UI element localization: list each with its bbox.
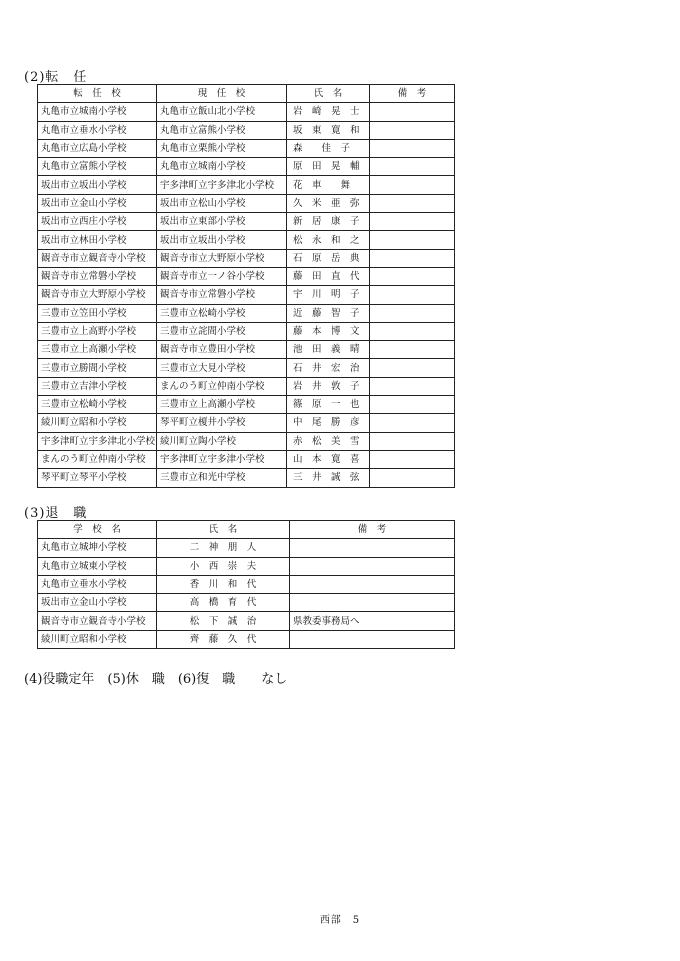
header-remarks: 備 考 bbox=[290, 521, 455, 539]
transfer-from-school: 三豊市立松崎小学校 bbox=[38, 396, 157, 414]
transfer-remarks bbox=[370, 450, 455, 468]
table-row bbox=[38, 139, 455, 157]
teacher-name: 松 永 和 之 bbox=[287, 231, 370, 249]
retire-remarks bbox=[290, 630, 455, 648]
transfer-from-school: 三豊市立笠田小学校 bbox=[38, 304, 157, 322]
transfer-remarks bbox=[370, 432, 455, 450]
transfer-section-title: (2)転 任 bbox=[24, 70, 88, 85]
transfer-to-school: 観音寺市立豊田小学校 bbox=[157, 341, 287, 359]
header-transfer-school: 転 任 校 bbox=[38, 85, 157, 103]
transfer-remarks bbox=[370, 139, 455, 157]
transfer-remarks bbox=[370, 176, 455, 194]
page-number: 西部 5 bbox=[319, 915, 361, 926]
transfer-to-school: 三豊市立松崎小学校 bbox=[157, 304, 287, 322]
transfer-from-school: 三豊市立吉津小学校 bbox=[38, 377, 157, 395]
teacher-name: 原 田 晃 輔 bbox=[287, 158, 370, 176]
table-row bbox=[38, 249, 455, 267]
teacher-name: 池 田 義 晴 bbox=[287, 341, 370, 359]
teacher-name: 赤 松 美 雪 bbox=[287, 432, 370, 450]
teacher-name: 三 井 誠 弦 bbox=[287, 469, 370, 487]
retire-remarks bbox=[290, 575, 455, 593]
transfer-header-row bbox=[38, 85, 455, 103]
retirement-table bbox=[37, 520, 455, 649]
transfer-remarks bbox=[370, 213, 455, 231]
transfer-from-school: 三豊市立勝間小学校 bbox=[38, 359, 157, 377]
retirement-header-row bbox=[38, 521, 455, 539]
retire-school: 綾川町立昭和小学校 bbox=[38, 630, 157, 648]
transfer-remarks bbox=[370, 249, 455, 267]
table-row bbox=[38, 557, 455, 575]
table-row bbox=[38, 432, 455, 450]
table-row bbox=[38, 231, 455, 249]
header-remarks: 備 考 bbox=[370, 85, 455, 103]
header-name: 氏 名 bbox=[287, 85, 370, 103]
teacher-name: 山 本 寛 喜 bbox=[287, 450, 370, 468]
table-row bbox=[38, 176, 455, 194]
transfer-remarks bbox=[370, 359, 455, 377]
transfer-from-school: 観音寺市立観音寺小学校 bbox=[38, 249, 157, 267]
retire-school: 坂出市立金山小学校 bbox=[38, 594, 157, 612]
table-row bbox=[38, 377, 455, 395]
table-row bbox=[38, 575, 455, 593]
transfer-from-school: 坂出市立林田小学校 bbox=[38, 231, 157, 249]
table-row bbox=[38, 612, 455, 630]
teacher-name: 新 居 康 子 bbox=[287, 213, 370, 231]
transfer-remarks bbox=[370, 322, 455, 340]
transfer-from-school: 坂出市立西庄小学校 bbox=[38, 213, 157, 231]
header-name: 氏 名 bbox=[157, 521, 290, 539]
transfer-to-school: 観音寺市立一ノ谷小学校 bbox=[157, 267, 287, 285]
transfer-to-school: 三豊市立大見小学校 bbox=[157, 359, 287, 377]
table-row bbox=[38, 322, 455, 340]
transfer-remarks bbox=[370, 158, 455, 176]
transfer-from-school: 坂出市立坂出小学校 bbox=[38, 176, 157, 194]
teacher-name: 藤 本 博 文 bbox=[287, 322, 370, 340]
transfer-remarks bbox=[370, 286, 455, 304]
transfer-from-school: 琴平町立琴平小学校 bbox=[38, 469, 157, 487]
table-row bbox=[38, 194, 455, 212]
transfer-remarks bbox=[370, 121, 455, 139]
transfer-remarks bbox=[370, 231, 455, 249]
teacher-name: 坂 東 寛 和 bbox=[287, 121, 370, 139]
transfer-from-school: 丸亀市立富熊小学校 bbox=[38, 158, 157, 176]
retiree-name: 小 西 崇 夫 bbox=[157, 557, 290, 575]
transfer-to-school: 三豊市立詫間小学校 bbox=[157, 322, 287, 340]
transfer-to-school: 丸亀市立飯山北小学校 bbox=[157, 103, 287, 121]
teacher-name: 岩 崎 晃 士 bbox=[287, 103, 370, 121]
teacher-name: 森 佳 子 bbox=[287, 139, 370, 157]
table-row bbox=[38, 539, 455, 557]
table-row bbox=[38, 121, 455, 139]
retire-school: 丸亀市立城坤小学校 bbox=[38, 539, 157, 557]
retiree-name: 齊 藤 久 代 bbox=[157, 630, 290, 648]
transfer-to-school: 坂出市立松山小学校 bbox=[157, 194, 287, 212]
transfer-table bbox=[37, 84, 455, 488]
table-row bbox=[38, 396, 455, 414]
transfer-from-school: 坂出市立金山小学校 bbox=[38, 194, 157, 212]
transfer-to-school: まんのう町立仲南小学校 bbox=[157, 377, 287, 395]
transfer-remarks bbox=[370, 267, 455, 285]
retire-school: 丸亀市立垂水小学校 bbox=[38, 575, 157, 593]
header-school-name: 学 校 名 bbox=[38, 521, 157, 539]
teacher-name: 藤 田 直 代 bbox=[287, 267, 370, 285]
transfer-from-school: 観音寺市立常磐小学校 bbox=[38, 267, 157, 285]
table-row bbox=[38, 103, 455, 121]
table-row bbox=[38, 267, 455, 285]
transfer-to-school: 坂出市立坂出小学校 bbox=[157, 231, 287, 249]
transfer-to-school: 宇多津町立宇多津北小学校 bbox=[157, 176, 287, 194]
transfer-remarks bbox=[370, 414, 455, 432]
transfer-from-school: 綾川町立昭和小学校 bbox=[38, 414, 157, 432]
transfer-to-school: 三豊市立上高瀬小学校 bbox=[157, 396, 287, 414]
teacher-name: 中 尾 勝 彦 bbox=[287, 414, 370, 432]
transfer-from-school: 観音寺市立大野原小学校 bbox=[38, 286, 157, 304]
transfer-from-school: 丸亀市立垂水小学校 bbox=[38, 121, 157, 139]
retiree-name: 二 神 朋 人 bbox=[157, 539, 290, 557]
transfer-remarks bbox=[370, 304, 455, 322]
table-row bbox=[38, 414, 455, 432]
table-row bbox=[38, 304, 455, 322]
table-row bbox=[38, 469, 455, 487]
transfer-remarks bbox=[370, 377, 455, 395]
transfer-from-school: 三豊市立上高瀬小学校 bbox=[38, 341, 157, 359]
transfer-to-school: 丸亀市立城南小学校 bbox=[157, 158, 287, 176]
other-categories-line: (4)役職定年 (5)休 職 (6)復 職 なし bbox=[24, 672, 288, 687]
teacher-name: 石 井 宏 治 bbox=[287, 359, 370, 377]
retire-remarks bbox=[290, 539, 455, 557]
table-row bbox=[38, 341, 455, 359]
retire-school: 丸亀市立城東小学校 bbox=[38, 557, 157, 575]
transfer-to-school: 綾川町立陶小学校 bbox=[157, 432, 287, 450]
transfer-to-school: 三豊市立和光中学校 bbox=[157, 469, 287, 487]
retirement-section-title: (3)退 職 bbox=[24, 506, 88, 521]
transfer-to-school: 丸亀市立栗熊小学校 bbox=[157, 139, 287, 157]
transfer-to-school: 観音寺市立常磐小学校 bbox=[157, 286, 287, 304]
transfer-to-school: 丸亀市立富熊小学校 bbox=[157, 121, 287, 139]
retiree-name: 松 下 誠 治 bbox=[157, 612, 290, 630]
header-current-school: 現 任 校 bbox=[157, 85, 287, 103]
table-row bbox=[38, 213, 455, 231]
transfer-from-school: 丸亀市立広島小学校 bbox=[38, 139, 157, 157]
transfer-from-school: 宇多津町立宇多津北小学校 bbox=[38, 432, 157, 450]
transfer-to-school: 琴平町立榎井小学校 bbox=[157, 414, 287, 432]
table-row bbox=[38, 286, 455, 304]
transfer-from-school: 三豊市立上高野小学校 bbox=[38, 322, 157, 340]
transfer-to-school: 坂出市立東部小学校 bbox=[157, 213, 287, 231]
retire-school: 観音寺市立観音寺小学校 bbox=[38, 612, 157, 630]
teacher-name: 久 米 亜 弥 bbox=[287, 194, 370, 212]
transfer-remarks bbox=[370, 103, 455, 121]
transfer-to-school: 観音寺市立大野原小学校 bbox=[157, 249, 287, 267]
retire-remarks bbox=[290, 594, 455, 612]
table-row bbox=[38, 594, 455, 612]
teacher-name: 篠 原 一 也 bbox=[287, 396, 370, 414]
teacher-name: 岩 井 敦 子 bbox=[287, 377, 370, 395]
transfer-to-school: 宇多津町立宇多津小学校 bbox=[157, 450, 287, 468]
table-row bbox=[38, 158, 455, 176]
table-row bbox=[38, 630, 455, 648]
teacher-name: 石 原 岳 典 bbox=[287, 249, 370, 267]
teacher-name: 近 藤 智 子 bbox=[287, 304, 370, 322]
transfer-remarks bbox=[370, 194, 455, 212]
teacher-name: 宇 川 明 子 bbox=[287, 286, 370, 304]
retire-remarks bbox=[290, 557, 455, 575]
table-row bbox=[38, 450, 455, 468]
teacher-name: 花 車 舞 bbox=[287, 176, 370, 194]
transfer-from-school: 丸亀市立城南小学校 bbox=[38, 103, 157, 121]
transfer-remarks bbox=[370, 341, 455, 359]
transfer-remarks bbox=[370, 469, 455, 487]
retire-remarks: 県教委事務局へ bbox=[290, 612, 455, 630]
retiree-name: 高 橋 育 代 bbox=[157, 594, 290, 612]
table-row bbox=[38, 359, 455, 377]
transfer-from-school: まんのう町立仲南小学校 bbox=[38, 450, 157, 468]
transfer-remarks bbox=[370, 396, 455, 414]
retiree-name: 香 川 和 代 bbox=[157, 575, 290, 593]
